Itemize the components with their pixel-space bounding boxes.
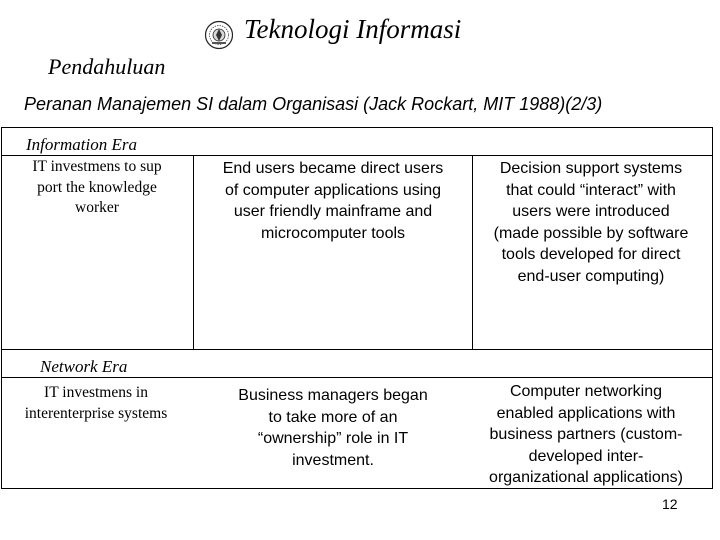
- slide-subtitle: Peranan Manajemen SI dalam Organisasi (Jack Rockart, MIT 1988)(2/3): [24, 94, 603, 114]
- cell-line: organizational applications): [489, 469, 683, 486]
- cell-line: (made possible by software: [493, 224, 689, 242]
- era-label-information: Information Era: [26, 135, 137, 154]
- cell-line: microcomputer tools: [260, 224, 406, 242]
- cell-line: Computer networking: [509, 383, 663, 400]
- header-title: Teknologi Informasi: [244, 14, 462, 44]
- investment-cell-network: [3, 383, 189, 424]
- users-cell-information: [196, 158, 470, 244]
- cell-line: end-user computing): [517, 267, 665, 285]
- cell-line: users were introduced: [512, 203, 670, 220]
- systems-cell-network: [472, 381, 700, 489]
- cell-line: End users became direct users: [222, 160, 444, 177]
- cell-line: “ownership” role in IT: [257, 430, 409, 447]
- cell-line: user friendly mainframe and: [233, 203, 433, 220]
- page-number: 12: [662, 496, 678, 512]
- cell-line: business partners (custom-: [489, 426, 683, 443]
- cell-line: IT investmens in: [44, 384, 148, 401]
- cell-line: investment.: [292, 451, 374, 469]
- table-divider: [1, 155, 713, 156]
- cell-line: Decision support systems: [499, 160, 683, 177]
- cell-line: interenterprise systems: [24, 404, 168, 422]
- table-divider: [1, 377, 713, 378]
- column-divider: [472, 155, 473, 349]
- cell-line: enabled applications with: [496, 404, 676, 422]
- cell-line: tools developed for direct: [501, 246, 681, 263]
- cell-line: to take more of an: [268, 408, 398, 426]
- users-cell-network: [196, 385, 470, 471]
- cell-line: of computer applications using: [224, 181, 442, 199]
- investment-cell-information: [6, 157, 188, 219]
- section-title: Pendahuluan: [48, 54, 166, 79]
- cell-line: Business managers began: [238, 387, 428, 404]
- cell-line: IT investmens to sup: [32, 158, 162, 175]
- era-label-network: Network Era: [40, 357, 128, 376]
- university-seal-icon: [204, 20, 234, 50]
- column-divider: [193, 155, 194, 349]
- cell-line: worker: [75, 199, 119, 216]
- systems-cell-information: [475, 158, 707, 287]
- table-divider: [1, 349, 713, 350]
- cell-line: port the knowledge: [37, 178, 157, 196]
- cell-line: developed inter-: [528, 447, 644, 465]
- cell-line: that could “interact” with: [506, 181, 676, 199]
